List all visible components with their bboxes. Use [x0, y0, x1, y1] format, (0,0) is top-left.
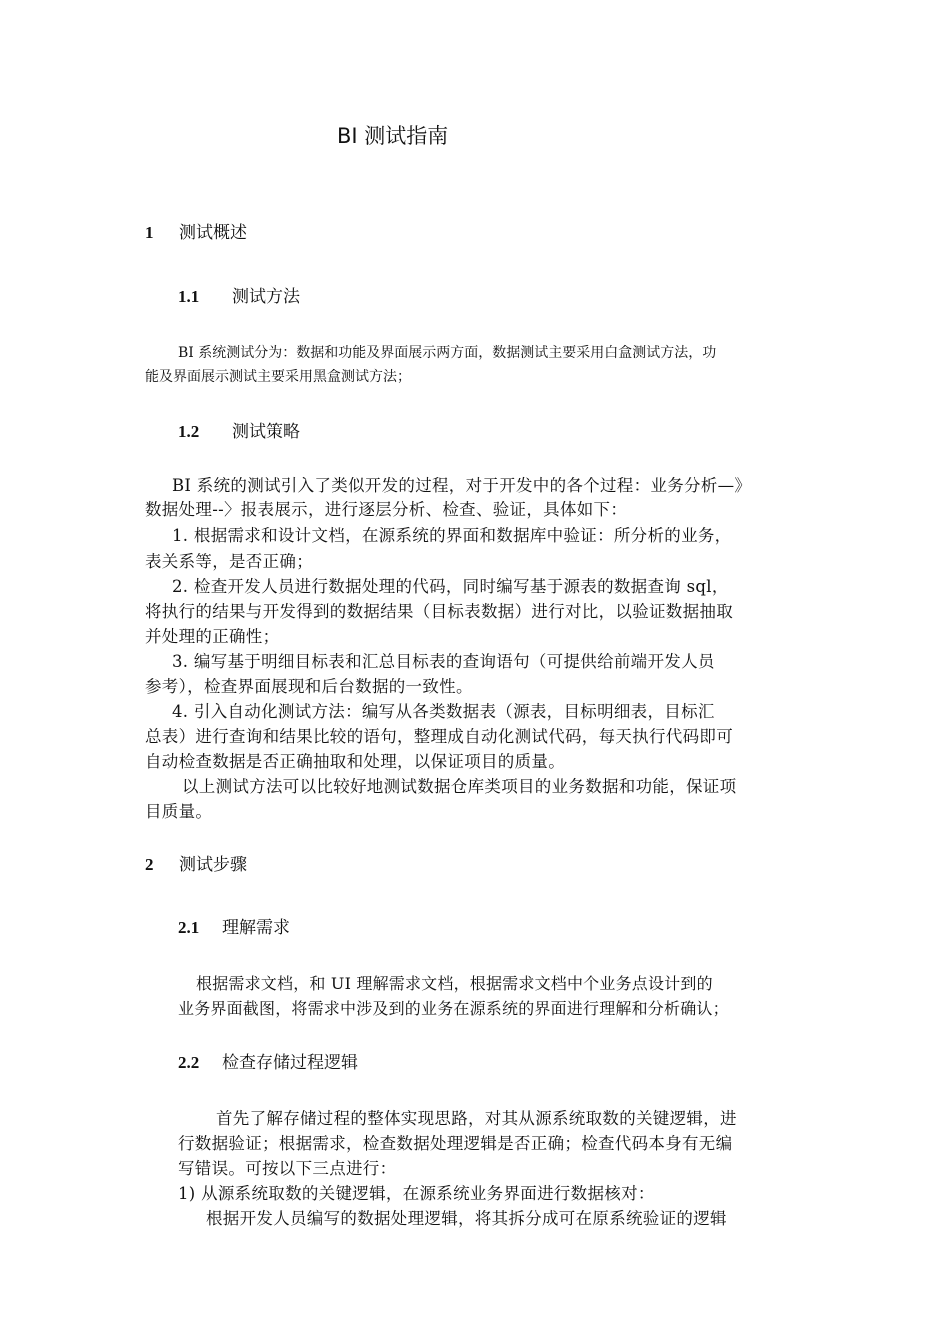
paragraph-line: 首先了解存储过程的整体实现思路，对其从源系统取数的关键逻辑，进 [216, 1109, 737, 1128]
heading-text: 测试策略 [232, 422, 300, 442]
paragraph-line: 表关系等，是否正确； [145, 552, 313, 571]
doc-title: BI 测试指南 [337, 124, 449, 148]
paragraph-line: 参考），检查界面展现和后台数据的一致性。 [145, 677, 473, 696]
paragraph-line: 写错误。可按以下三点进行： [178, 1159, 397, 1178]
paragraph-line: BI 系统的测试引入了类似开发的过程，对于开发中的各个过程：业务分析—》 [172, 476, 752, 495]
heading-text: 测试步骤 [179, 855, 247, 875]
paragraph-line: 总表）进行查询和结果比较的语句，整理成自动化测试代码，每天执行代码即可 [145, 727, 733, 746]
paragraph-line: 将执行的结果与开发得到的数据结果（目标表数据）进行对比，以验证数据抽取 [145, 602, 733, 621]
heading-number: 2 [145, 855, 154, 874]
list-item-4: 4. 引入自动化测试方法：编写从各类数据表（源表，目标明细表，目标汇 [172, 702, 715, 721]
paragraph-line: 能及界面展示测试主要采用黑盒测试方法； [145, 369, 411, 385]
heading-text: 测试方法 [232, 287, 300, 307]
paragraph-line: 目质量。 [145, 802, 213, 821]
paragraph-line: 根据需求文档，和 UI 理解需求文档，根据需求文档中个业务点设计到的 [196, 974, 713, 993]
heading-1-2 [178, 417, 300, 442]
paragraph-line: 业务界面截图，将需求中涉及到的业务在源系统的界面进行理解和分析确认； [178, 999, 729, 1018]
paragraph-line: 自动检查数据是否正确抽取和处理，以保证项目的质量。 [145, 752, 565, 771]
heading-1-1 [178, 282, 300, 307]
heading-number: 2.1 [178, 918, 200, 937]
list-item-3: 3. 编写基于明细目标表和汇总目标表的查询语句（可提供给前端开发人员 [172, 652, 715, 671]
list-item-1: 1. 根据需求和设计文档，在源系统的界面和数据库中验证：所分析的业务， [172, 526, 732, 545]
heading-number: 2.2 [178, 1053, 200, 1072]
heading-text: 理解需求 [222, 918, 290, 938]
list-item-1: 1) 从源系统取数的关键逻辑，在源系统业务界面进行数据核对： [178, 1184, 655, 1203]
heading-number: 1.1 [178, 287, 200, 306]
paragraph-line: 行数据验证；根据需求，检查数据处理逻辑是否正确；检查代码本身有无编 [178, 1134, 733, 1153]
heading-2-1 [178, 913, 290, 938]
paragraph-line: 根据开发人员编写的数据处理逻辑，将其拆分成可在原系统验证的逻辑 [206, 1209, 727, 1228]
heading-2-2 [178, 1048, 358, 1073]
paragraph-line: 数据处理--〉报表展示，进行逐层分析、检查、验证，具体如下： [145, 500, 628, 519]
heading-2 [145, 850, 247, 875]
paragraph-line: 并处理的正确性； [145, 627, 280, 646]
heading-text: 检查存储过程逻辑 [222, 1053, 358, 1073]
heading-1 [145, 218, 247, 243]
heading-text: 测试概述 [179, 223, 247, 243]
list-item-2: 2. 检查开发人员进行数据处理的代码，同时编写基于源表的数据查询 sql， [172, 577, 729, 596]
paragraph-line: BI 系统测试分为：数据和功能及界面展示两方面，数据测试主要采用白盒测试方法，功 [178, 345, 717, 361]
heading-number: 1.2 [178, 422, 200, 441]
paragraph-line: 以上测试方法可以比较好地测试数据仓库类项目的业务数据和功能，保证项 [182, 777, 737, 796]
heading-number: 1 [145, 223, 154, 242]
